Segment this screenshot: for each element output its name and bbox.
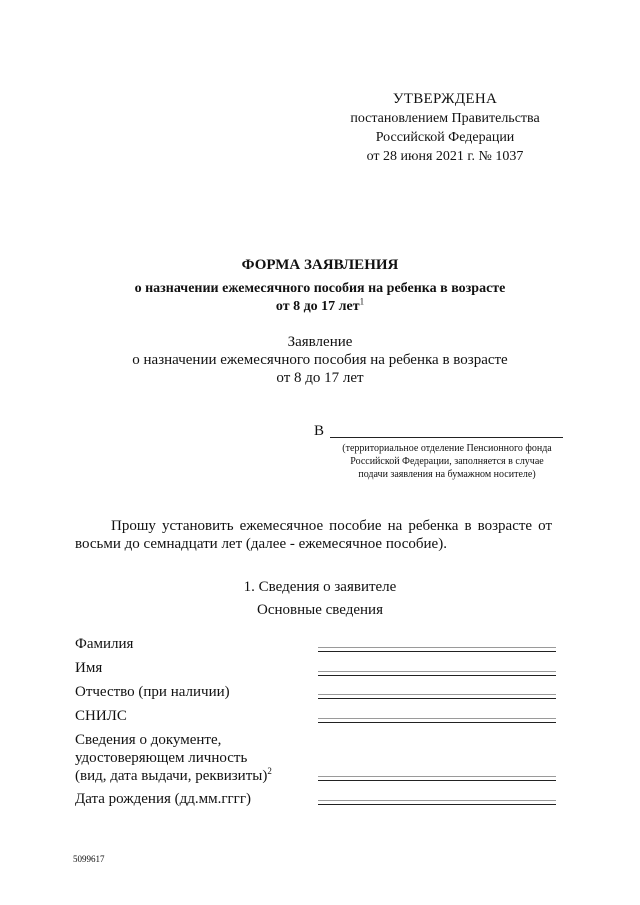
intro-paragraph: Прошу установить ежемесячное пособие на ребенка в возрасте от восьми до семнадцати лет (далее - ежемесячное пособие). <box>75 518 552 552</box>
document-code: 5099617 <box>73 854 105 864</box>
application-title <box>60 333 580 387</box>
field-label-birth-date: Дата рождения (дд.мм.гггг) <box>75 791 251 807</box>
application-title-line-3: от 8 до 17 лет <box>276 370 364 386</box>
recipient-prefix: В <box>314 423 325 439</box>
field-label-first-name: Имя <box>75 660 103 676</box>
id-document-line-3-text: (вид, дата выдачи, реквизиты) <box>75 768 268 784</box>
recipient-input-line[interactable] <box>330 437 563 438</box>
form-subtitle-line-1: о назначении ежемесячного пособия на ребенка в возрасте <box>134 281 506 296</box>
id-document-line-2: удостоверяющем личность <box>75 750 248 766</box>
approval-stamp <box>330 90 560 166</box>
id-document-line-1: Сведения о документе, <box>75 732 222 748</box>
form-subtitle-line-2 <box>60 298 580 316</box>
footnote-mark-1: 1 <box>359 296 365 307</box>
field-label-snils: СНИЛС <box>75 708 127 724</box>
approval-line-3: от 28 июня 2021 г. № 1037 <box>366 149 524 164</box>
patronymic-field[interactable] <box>318 698 556 699</box>
approval-line-1: постановлением Правительства <box>350 111 540 126</box>
form-subtitle-age: от 8 до 17 лет <box>275 299 360 314</box>
recipient-note: (территориальное отделение Пенсионного фонда Российской Федерации, заполняется в случае подачи заявления на бумажном носителе) <box>342 443 552 480</box>
id-document-field[interactable] <box>318 780 556 781</box>
first-name-field[interactable] <box>318 675 556 676</box>
form-subtitle <box>60 280 580 316</box>
field-label-last-name: Фамилия <box>75 636 134 652</box>
approval-head: УТВЕРЖДЕНА <box>392 91 498 107</box>
application-title-line-1: Заявление <box>287 334 353 350</box>
section-title: 1. Сведения о заявителе <box>243 579 397 595</box>
approval-line-2: Российской Федерации <box>375 130 515 145</box>
field-label-id-document <box>75 731 272 785</box>
form-title: ФОРМА ЗАЯВЛЕНИЯ <box>241 257 399 273</box>
section-subtitle: Основные сведения <box>257 602 383 618</box>
birth-date-field[interactable] <box>318 804 556 805</box>
snils-field[interactable] <box>318 722 556 723</box>
id-document-line-3 <box>75 767 272 785</box>
footnote-mark-2: 2 <box>267 766 272 776</box>
last-name-field[interactable] <box>318 651 556 652</box>
application-title-line-2: о назначении ежемесячного пособия на ребенка в возрасте <box>132 352 508 368</box>
field-label-patronymic: Отчество (при наличии) <box>75 684 230 700</box>
